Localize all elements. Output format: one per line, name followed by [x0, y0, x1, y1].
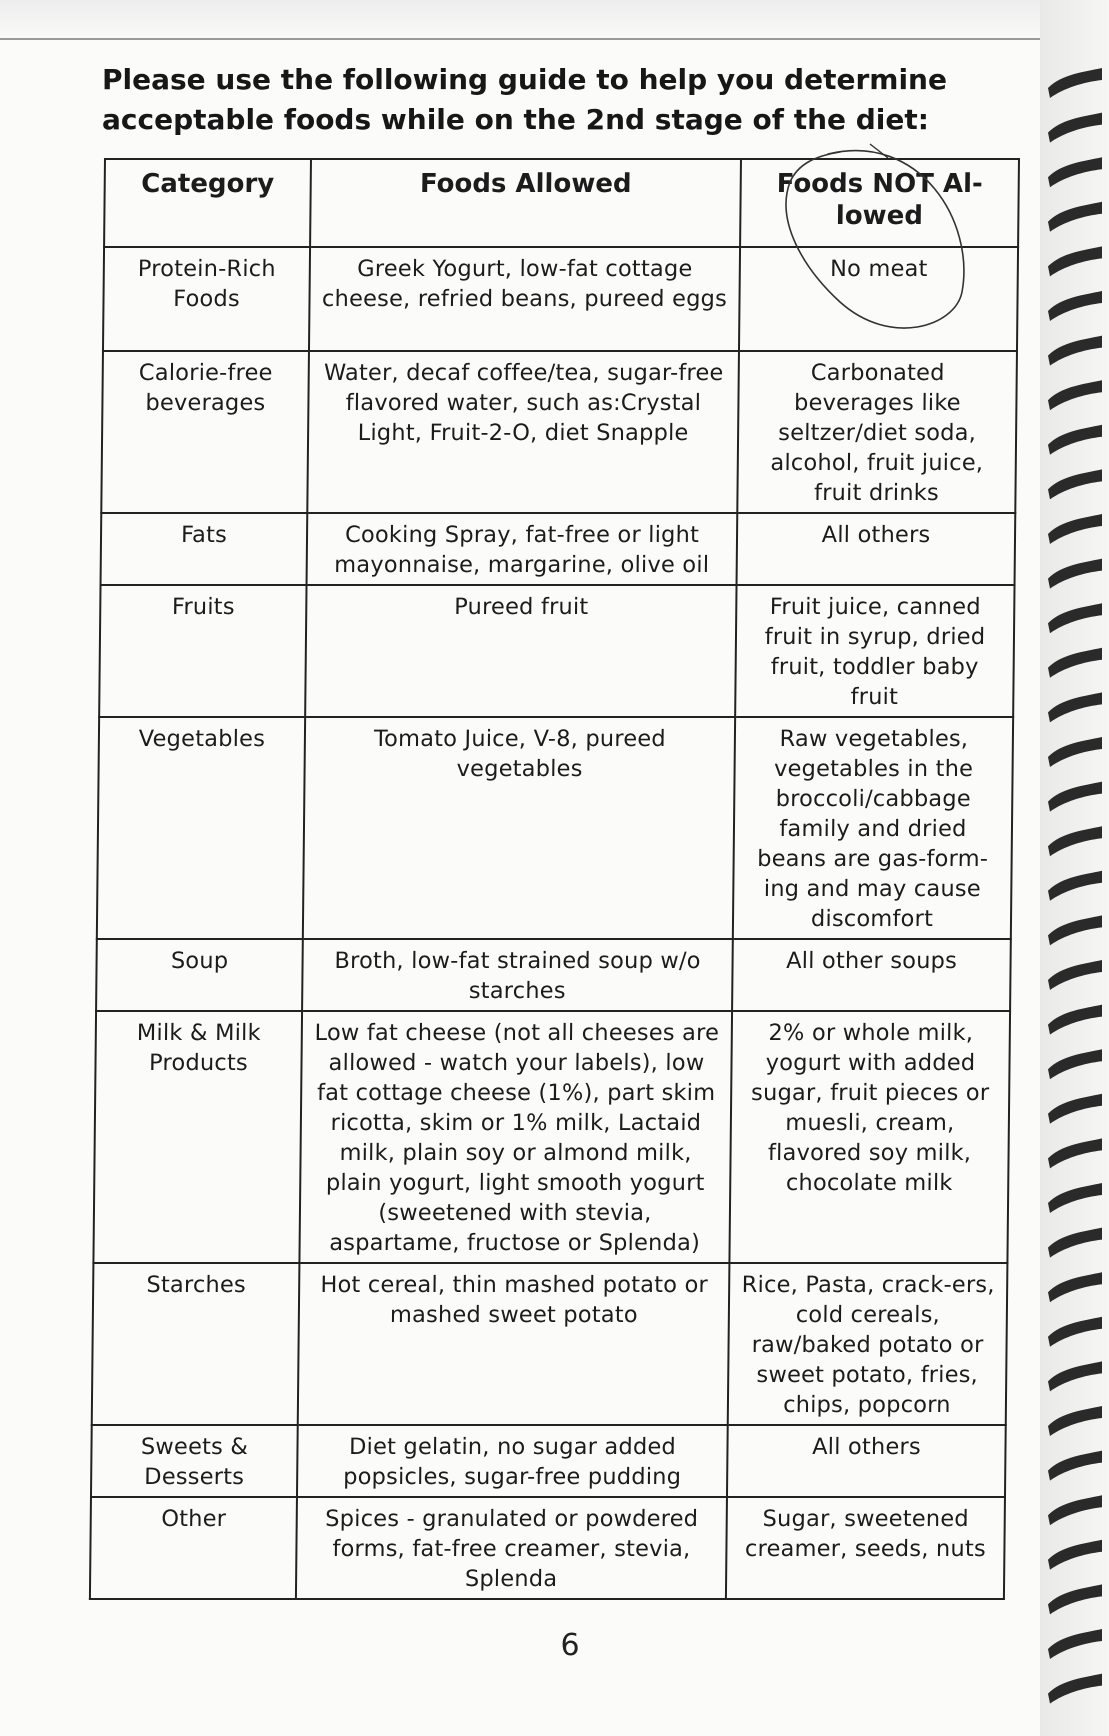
table-row	[93, 1011, 1010, 1263]
row-allowed: Spices - granulated or powdered forms, fat-free creamer, stevia, Splenda	[296, 1497, 727, 1599]
row-not-allowed: Rice, Pasta, crack-ers, cold cereals, raw/baked potato or sweet potato, fries, chips, popcorn	[728, 1263, 1008, 1425]
row-category: Soup	[96, 939, 303, 1011]
binding-coil	[1048, 692, 1102, 722]
binding-coil	[1048, 1005, 1102, 1035]
table-row	[99, 585, 1014, 717]
row-not-allowed: Fruit juice, canned fruit in syrup, dried fruit, toddler baby fruit	[735, 585, 1014, 717]
binding-coil	[1048, 559, 1102, 589]
binding-coil	[1048, 246, 1102, 276]
table-row	[97, 717, 1013, 939]
table-row	[90, 1497, 1005, 1599]
header-foods-allowed: Foods Allowed	[310, 159, 741, 247]
binding-coil	[1048, 1317, 1102, 1347]
row-allowed: Tomato Juice, V-8, pureed vegetables	[303, 717, 735, 939]
binding-coil	[1048, 68, 1102, 98]
row-not-allowed: 2% or whole milk, yogurt with added sugar, fruit pieces or muesli, cream, flavored soy milk, chocolate milk	[729, 1011, 1010, 1263]
binding-coil	[1048, 336, 1102, 366]
binding-coil	[1048, 113, 1102, 143]
binding-coil	[1048, 1540, 1102, 1570]
table-row	[92, 1263, 1008, 1425]
binding-coil	[1048, 915, 1102, 945]
binding-coil	[1048, 960, 1102, 990]
row-category: Starches	[92, 1263, 300, 1425]
row-not-allowed: Sugar, sweetened creamer, seeds, nuts	[726, 1497, 1005, 1599]
binding-coil	[1048, 202, 1102, 232]
table-row	[96, 939, 1011, 1011]
binding-coil	[1048, 425, 1102, 455]
row-category: Vegetables	[97, 717, 305, 939]
row-not-allowed: Carbonated beverages like seltzer/diet soda, alcohol, fruit juice, fruit drinks	[737, 351, 1017, 513]
row-not-allowed: All other soups	[732, 939, 1011, 1011]
row-allowed: Low fat cheese (not all cheeses are allowed - watch your labels), low fat cottage cheese (1%), part skim ricotta, skim or 1% milk, Lactaid milk, plain soy or almond milk, plain yogurt, light smooth yogurt (sweetened with stevia, aspartame, fructose or Splenda)	[299, 1011, 732, 1263]
row-allowed: Greek Yogurt, low-fat cottage cheese, refried beans, pureed eggs	[309, 247, 740, 351]
row-category: Protein-Rich Foods	[103, 247, 310, 351]
binding-coil	[1048, 1406, 1102, 1436]
row-allowed: Cooking Spray, fat-free or light mayonnaise, margarine, olive oil	[307, 513, 738, 585]
binding-coil	[1048, 1228, 1102, 1258]
binding-coil	[1048, 380, 1102, 410]
binding-coil	[1048, 1495, 1102, 1525]
binding-coil	[1048, 469, 1102, 499]
binding-coil	[1048, 1272, 1102, 1302]
binding-coil	[1048, 648, 1102, 678]
top-rule-divider	[0, 38, 1040, 40]
binding-coil	[1048, 1451, 1102, 1481]
row-category: Fruits	[99, 585, 306, 717]
table-row	[103, 247, 1018, 351]
row-category: Milk & Milk Products	[93, 1011, 302, 1263]
row-allowed: Diet gelatin, no sugar added popsicles, sugar-free pudding	[297, 1425, 728, 1497]
row-not-allowed: Raw vegetables, vegetables in the broccoli/cabbage family and dried beans are gas-form-ing and may cause discomfort	[733, 717, 1013, 939]
binding-coil	[1048, 157, 1102, 187]
binding-coil	[1048, 603, 1102, 633]
binding-coil	[1048, 1094, 1102, 1124]
binding-coil	[1048, 782, 1102, 812]
table-row	[101, 513, 1016, 585]
binding-coils	[1040, 0, 1109, 1736]
page-heading: Please use the following guide to help you determine acceptable foods while on the 2nd stage of the diet:	[102, 63, 947, 136]
binding-coil	[1048, 291, 1102, 321]
page-top-shade	[0, 0, 1040, 36]
row-category: Sweets & Desserts	[91, 1425, 298, 1497]
binding-coil	[1048, 826, 1102, 856]
row-allowed: Pureed fruit	[305, 585, 736, 717]
spiral-binding	[1040, 0, 1109, 1736]
binding-coil	[1048, 871, 1102, 901]
table-row	[101, 351, 1017, 513]
page-number: 6	[560, 1628, 580, 1663]
binding-coil	[1048, 1629, 1102, 1659]
table-row	[91, 1425, 1006, 1497]
table-header-row	[104, 159, 1019, 247]
row-not-allowed: All others	[727, 1425, 1006, 1497]
row-not-allowed: No meat	[739, 247, 1018, 351]
binding-coil	[1048, 1183, 1102, 1213]
row-allowed: Broth, low-fat strained soup w/o starches	[302, 939, 733, 1011]
binding-coil	[1048, 1584, 1102, 1614]
row-allowed: Hot cereal, thin mashed potato or mashed sweet potato	[298, 1263, 730, 1425]
diet-guide-table	[89, 158, 1020, 1600]
row-allowed: Water, decaf coffee/tea, sugar-free flavored water, such as:Crystal Light, Fruit-2-O, diet Snapple	[307, 351, 739, 513]
binding-coil	[1048, 1138, 1102, 1168]
binding-coil	[1048, 1674, 1102, 1704]
binding-coil	[1048, 514, 1102, 544]
binding-coil	[1048, 737, 1102, 767]
row-not-allowed: All others	[737, 513, 1016, 585]
row-category: Other	[90, 1497, 297, 1599]
row-category: Fats	[101, 513, 308, 585]
binding-coil	[1048, 1049, 1102, 1079]
header-foods-not-allowed: Foods NOT Al-lowed	[740, 159, 1019, 247]
header-category: Category	[104, 159, 311, 247]
binding-coil	[1048, 1361, 1102, 1391]
row-category: Calorie-free beverages	[101, 351, 309, 513]
